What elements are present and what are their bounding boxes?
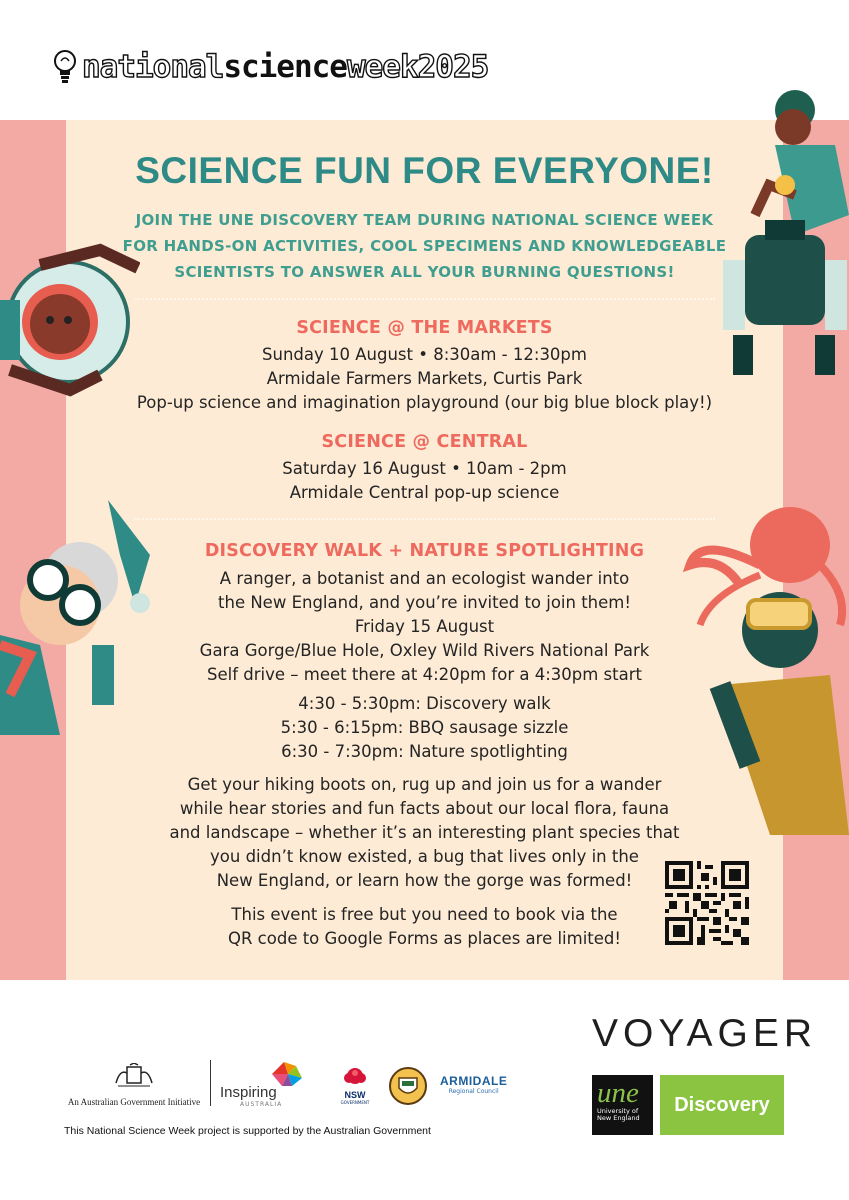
national-science-week-logo bbox=[52, 42, 488, 92]
paragraph-line: and landscape – whether it’s an interesting plant species that bbox=[169, 823, 680, 842]
nsw-sub: GOVERNMENT bbox=[340, 1100, 370, 1105]
une-logo bbox=[592, 1075, 653, 1135]
inspiring-label: Inspiring bbox=[220, 1084, 277, 1101]
inspiring-sub: AUSTRALIA bbox=[240, 1101, 283, 1108]
nsw-label: NSW bbox=[344, 1090, 366, 1100]
paragraph-line: you didn’t know existed, a bug that lives only in the bbox=[210, 847, 639, 866]
intro-line: FOR HANDS-ON ACTIVITIES, COOL SPECIMENS AND KNOWLEDGEABLE bbox=[122, 237, 727, 255]
markets-description: Pop-up science and imagination playground (our big blue block play!) bbox=[136, 393, 713, 412]
nsw-government-logo bbox=[336, 1066, 374, 1108]
central-details bbox=[66, 457, 783, 505]
markets-details bbox=[66, 343, 783, 415]
dotted-divider bbox=[135, 298, 715, 300]
dotted-divider bbox=[135, 518, 715, 520]
inspiring-australia-logo bbox=[220, 1060, 310, 1108]
australian-government-logo bbox=[64, 1063, 204, 1107]
voyager-logo: VOYAGER bbox=[592, 1012, 817, 1055]
page-title: SCIENCE FUN FOR EVERYONE! bbox=[135, 150, 714, 191]
markets-location: Armidale Farmers Markets, Curtis Park bbox=[266, 369, 583, 388]
schedule-item: 6:30 - 7:30pm: Nature spotlighting bbox=[281, 742, 568, 761]
une-wordmark: une bbox=[597, 1077, 639, 1109]
walk-line: the New England, and you’re invited to join them! bbox=[218, 593, 631, 612]
paragraph-line: New England, or learn how the gorge was formed! bbox=[216, 871, 633, 890]
council-crest-icon bbox=[388, 1066, 428, 1106]
support-statement: This National Science Week project is supported by the Australian Government bbox=[64, 1125, 431, 1137]
paragraph-line: while hear stories and fun facts about our local flora, fauna bbox=[179, 799, 670, 818]
walk-details bbox=[66, 567, 783, 687]
intro-text bbox=[66, 207, 783, 285]
lightbulb-icon bbox=[52, 49, 78, 85]
walk-line: A ranger, a botanist and an ecologist wander into bbox=[219, 569, 630, 588]
waratah-icon bbox=[340, 1066, 370, 1086]
central-description: Armidale Central pop-up science bbox=[289, 483, 560, 502]
une-sub-line: New England bbox=[597, 1114, 640, 1122]
markets-date: Sunday 10 August • 8:30am - 12:30pm bbox=[262, 345, 587, 364]
brand-word-science: science bbox=[223, 48, 347, 85]
schedule-item: 5:30 - 6:15pm: BBQ sausage sizzle bbox=[280, 718, 569, 737]
qr-code[interactable] bbox=[665, 861, 749, 945]
armidale-council-logo bbox=[440, 1074, 507, 1095]
coat-of-arms-icon bbox=[114, 1063, 154, 1089]
schedule-item: 4:30 - 5:30pm: Discovery walk bbox=[298, 694, 551, 713]
brand-word-week: week2025 bbox=[346, 48, 489, 85]
walk-schedule bbox=[66, 692, 783, 764]
intro-line: JOIN THE UNE DISCOVERY TEAM DURING NATIONAL SCIENCE WEEK bbox=[135, 211, 714, 229]
booking-line: This event is free but you need to book via the bbox=[231, 905, 618, 924]
brand-word-national: national bbox=[82, 48, 224, 85]
intro-line: SCIENTISTS TO ANSWER ALL YOUR BURNING QUESTIONS! bbox=[174, 263, 675, 281]
booking-line: QR code to Google Forms as places are limited! bbox=[227, 929, 622, 948]
walk-heading: DISCOVERY WALK + NATURE SPOTLIGHTING bbox=[204, 541, 645, 561]
walk-location: Gara Gorge/Blue Hole, Oxley Wild Rivers National Park bbox=[199, 641, 650, 660]
walk-meeting: Self drive – meet there at 4:20pm for a 4:30pm start bbox=[207, 665, 642, 684]
armidale-sub: Regional Council bbox=[448, 1088, 499, 1095]
walk-date: Friday 15 August bbox=[354, 617, 495, 636]
armidale-label: ARMIDALE bbox=[440, 1074, 508, 1088]
central-date: Saturday 16 August • 10am - 2pm bbox=[282, 459, 567, 478]
paragraph-line: Get your hiking boots on, rug up and join us for a wander bbox=[187, 775, 662, 794]
markets-heading: SCIENCE @ THE MARKETS bbox=[296, 318, 553, 338]
govt-initiative-label: An Australian Government Initiative bbox=[67, 1097, 201, 1107]
central-heading: SCIENCE @ CENTRAL bbox=[321, 432, 528, 452]
une-subtitle bbox=[597, 1108, 640, 1122]
discovery-logo: Discovery bbox=[660, 1075, 784, 1135]
divider-line bbox=[210, 1060, 211, 1106]
une-sub-line: University of bbox=[597, 1107, 639, 1115]
